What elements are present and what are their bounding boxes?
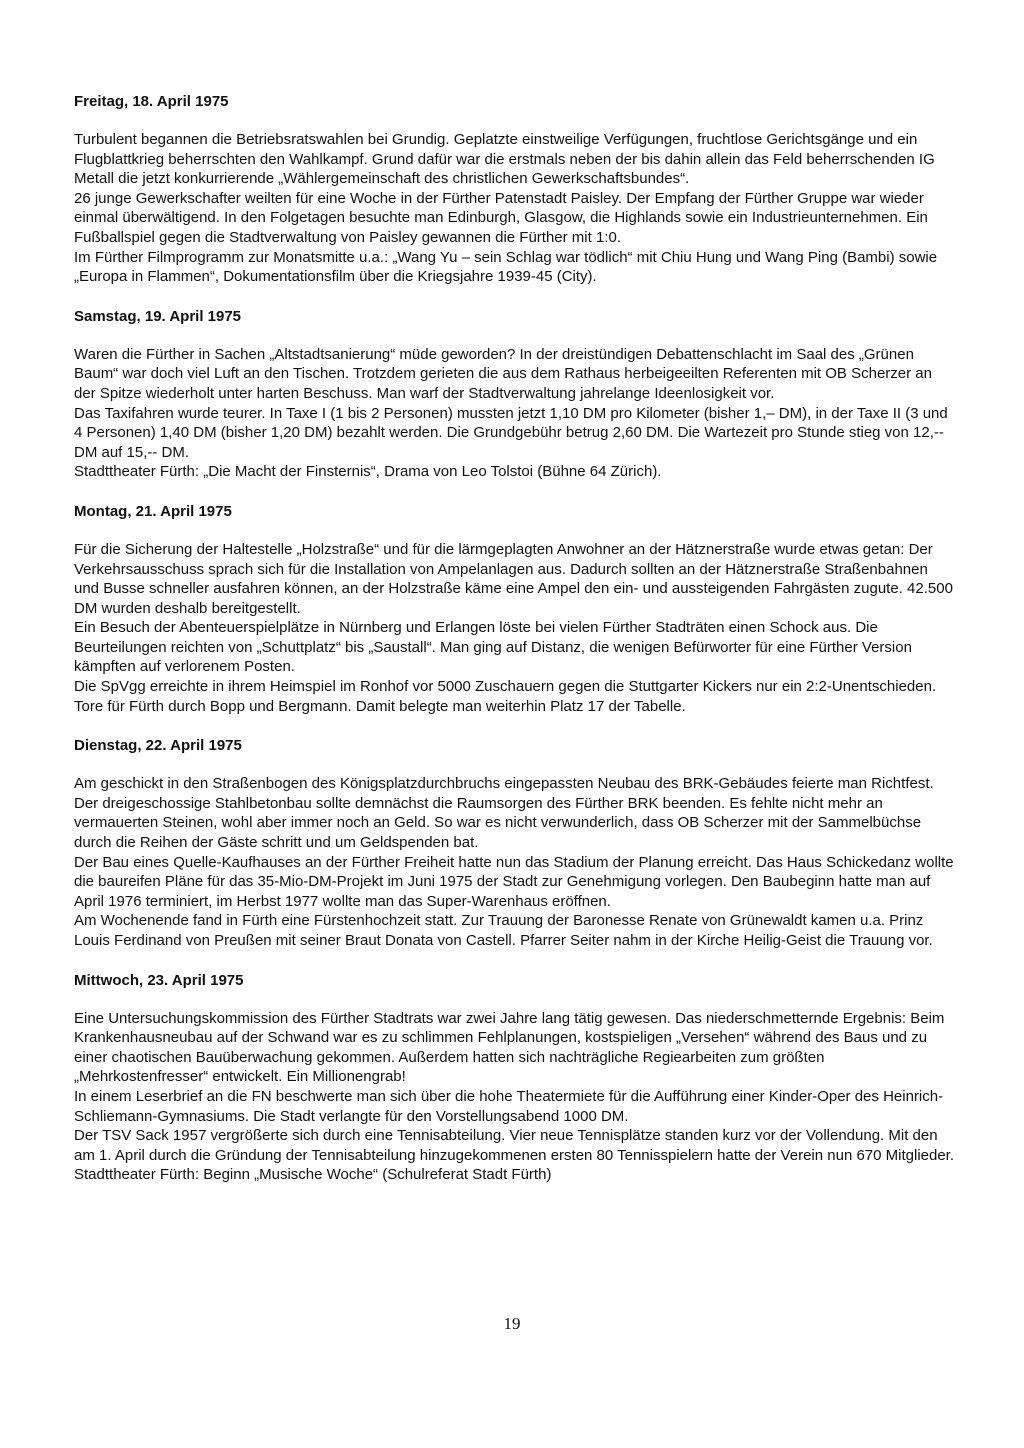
date-heading: Samstag, 19. April 1975 <box>74 307 242 325</box>
date-heading: Montag, 21. April 1975 <box>74 502 232 520</box>
date-heading: Freitag, 18. April 1975 <box>74 93 229 110</box>
date-heading: Dienstag, 22. April 1975 <box>74 737 242 755</box>
paragraph: Stadttheater Fürth: Beginn „Musische Woche“ (Schulreferat Stadt Fürth) <box>74 1166 552 1184</box>
paragraph: Ein Besuch der Abenteuerspielplätze in Nürnberg und Erlangen löste bei vielen Fürther Stadträten einen Schock aus. Die Beurteilungen reichten von „Schuttplatz“ bis „Saustall“. Man ging auf Distanz, die wenigen Befürworter für eine Fürther Version kämpften auf verlorenem Posten. <box>74 619 912 676</box>
paragraph: Der Bau eines Quelle-Kaufhauses an der Fürther Freiheit hatte nun das Stadium der Planung erreicht. Das Haus Schickedanz wollte die baureifen Pläne für das 35-Mio-DM-Projekt im Juni 1975 der Stadt zur Genehmigung vorlegen. Den Baubeginn hatte man auf April 1976 terminiert, im Herbst 1977 wollte man das Super-Warenhaus eröffnen. <box>74 853 954 910</box>
paragraph: Im Fürther Filmprogramm zur Monatsmitte u.a.: „Wang Yu – sein Schlag war tödlich“ mit Chiu Hung und Wang Ping (Bambi) sowie „Europa in Flammen“, Dokumentationsfilm über die Kriegsjahre 1939-45 (City). <box>74 248 938 286</box>
document-page <box>74 92 954 1205</box>
paragraph: Turbulent begannen die Betriebsratswahlen bei Grundig. Geplatzte einstweilige Verfügungen, fruchtlose Gerichtsgänge und ein Flugblattkrieg beherrschten den Wahlkampf. Grund dafür war die erstmals neben der bis dahin allein das Feld beherrschenden IG Metall die jetzt konkurrierende „Wählergemeinschaft des christlichen Gewerkschaftsbundes“. <box>74 131 935 188</box>
paragraph: Eine Untersuchungskommission des Fürther Stadtrats war zwei Jahre lang tätig gewesen. Das niederschmetternde Ergebnis: Beim Krankenhausneubau auf der Schwand war es zu schlimmen Fehlplanungen, kostspieligen „Versehen“ während des Baus und zu einer chaotischen Bauüberwachung gekommen. Außerdem hatten sich nachträgliche Regiearbeiten zum größten „Mehrkostenfresser“ entwickelt. Ein Millionengrab! <box>74 1009 945 1086</box>
entry-samstag-19-april <box>74 307 954 482</box>
paragraph: Für die Sicherung der Haltestelle „Holzstraße“ und für die lärmgeplagten Anwohner an der Hätznerstraße wurde etwas getan: Der Verkehrsausschuss sprach sich für die Installation von Ampelanlagen aus. Dadurch sollten an der Hätznerstraße Straßenbahnen und Busse schneller ausfahren können, an der Holzstraße käme eine Ampel den ein- und aussteigenden Fahrgästen zugute. 42.500 DM wurden deshalb bereitgestellt. <box>74 540 953 617</box>
paragraph: Stadttheater Fürth: „Die Macht der Finsternis“, Drama von Leo Tolstoi (Bühne 64 Zürich). <box>74 463 662 481</box>
paragraph: 26 junge Gewerkschafter weilten für eine Woche in der Fürther Patenstadt Paisley. Der Empfang der Fürther Gruppe war wieder einmal überwältigend. In den Folgetagen besuchte man Edinburgh, Glasgow, die Highlands sowie ein Industrieunternehmen. Ein Fußballspiel gegen die Stadtverwaltung von Paisley gewannen die Fürther mit 1:0. <box>74 189 928 246</box>
paragraph: Der TSV Sack 1957 vergrößerte sich durch eine Tennisabteilung. Vier neue Tennisplätze standen kurz vor der Vollendung. Mit den am 1. April durch die Gründung der Tennisabteilung hinzugekommenen ersten 80 Tennisspielern hatte der Verein nun 670 Mitglieder. <box>74 1127 955 1164</box>
entry-dienstag-22-april <box>74 736 954 950</box>
entry-mittwoch-23-april <box>74 971 954 1185</box>
paragraph: Das Taxifahren wurde teurer. In Taxe I (1 bis 2 Personen) mussten jetzt 1,10 DM pro Kilometer (bisher 1,– DM), in der Taxe II (3 und 4 Personen) 1,40 DM (bisher 1,20 DM) bezahlt werden. Die Grundgebühr betrug 2,60 DM. Die Wartezeit pro Stunde stieg von 12,-- DM auf 15,-- DM. <box>74 404 948 461</box>
paragraph: Am geschickt in den Straßenbogen des Königsplatzdurchbruchs eingepassten Neubau des BRK-Gebäudes feierte man Richtfest. Der dreigeschossige Stahlbetonbau sollte demnächst die Raumsorgen des Fürther BRK beenden. Es fehlte nicht mehr an vermauerten Steinen, wohl aber immer noch an Geld. So war es nicht verwunderlich, dass OB Scherzer mit der Sammelbüchse durch die Reihen der Gäste schritt und um Geldspenden bat. <box>74 775 934 852</box>
date-heading: Mittwoch, 23. April 1975 <box>74 971 244 989</box>
page-number: 19 <box>503 1314 521 1333</box>
paragraph: Die SpVgg erreichte in ihrem Heimspiel im Ronhof vor 5000 Zuschauern gegen die Stuttgarter Kickers nur ein 2:2-Unentschieden. Tore für Fürth durch Bopp und Bergmann. Damit belegte man weiterhin Platz 17 der Tabelle. <box>74 678 937 715</box>
entry-freitag-18-april <box>74 92 954 287</box>
paragraph: In einem Leserbrief an die FN beschwerte man sich über die hohe Theatermiete für die Aufführung einer Kinder-Oper des Heinrich-Schliemann-Gymnasiums. Die Stadt verlangte für den Vorstellungsabend 1000 DM. <box>74 1087 944 1125</box>
entry-montag-21-april <box>74 502 954 716</box>
paragraph: Am Wochenende fand in Fürth eine Fürstenhochzeit statt. Zur Trauung der Baronesse Renate von Grünewaldt kamen u.a. Prinz Louis Ferdinand von Preußen mit seiner Braut Donata von Castell. Pfarrer Seiter nahm in der Kirche Heilig-Geist die Trauung vor. <box>74 912 933 949</box>
paragraph: Waren die Fürther in Sachen „Altstadtsanierung“ müde geworden? In der dreistündigen Debattenschlacht im Saal des „Grünen Baum“ war doch viel Luft an den Tischen. Trotzdem gerieten die aus dem Rathaus herbeigeeilten Referenten mit OB Scherzer an der Spitze wiederholt unter harten Beschuss. Man warf der Stadtverwaltung jahrelange Ideenlosigkeit vor. <box>74 345 932 402</box>
